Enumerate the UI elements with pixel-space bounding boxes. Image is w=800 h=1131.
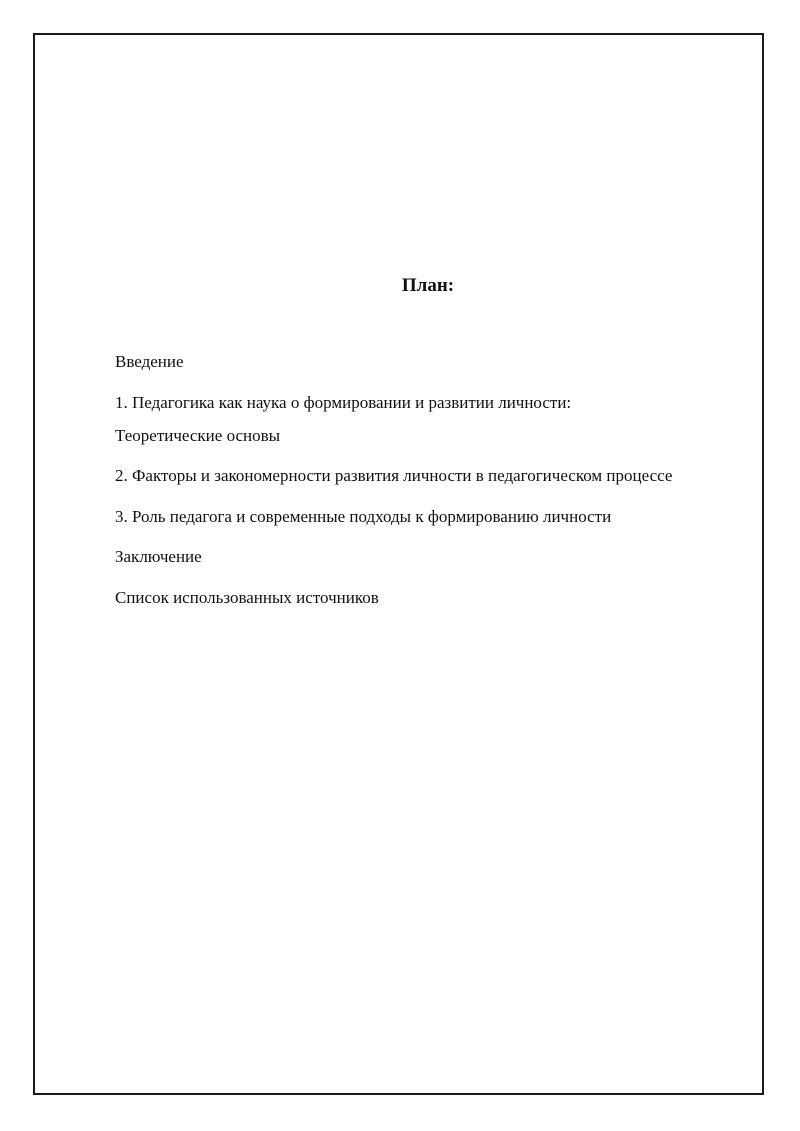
plan-item-text: Список использованных источников [115, 588, 379, 607]
plan-item-text: 3. Роль педагога и современные подходы к формированию личности [115, 507, 612, 526]
plan-item-chapter-2 [115, 466, 755, 486]
plan-item-conclusion [115, 547, 755, 567]
plan-item-introduction [115, 352, 755, 372]
plan-item-text: Введение [115, 352, 184, 371]
plan-item-chapter-3 [115, 507, 755, 527]
plan-item-chapter-1 [115, 393, 755, 446]
plan-list [115, 352, 755, 608]
plan-item-text: Заключение [115, 547, 202, 566]
plan-item-references [115, 588, 755, 608]
plan-item-text: 1. Педагогика как наука о формировании и развитии личности: [115, 393, 572, 412]
page-title: План: [401, 275, 455, 296]
plan-item-text-continued: Теоретические основы [115, 426, 281, 445]
plan-item-text: 2. Факторы и закономерности развития личности в педагогическом процессе [115, 466, 673, 485]
